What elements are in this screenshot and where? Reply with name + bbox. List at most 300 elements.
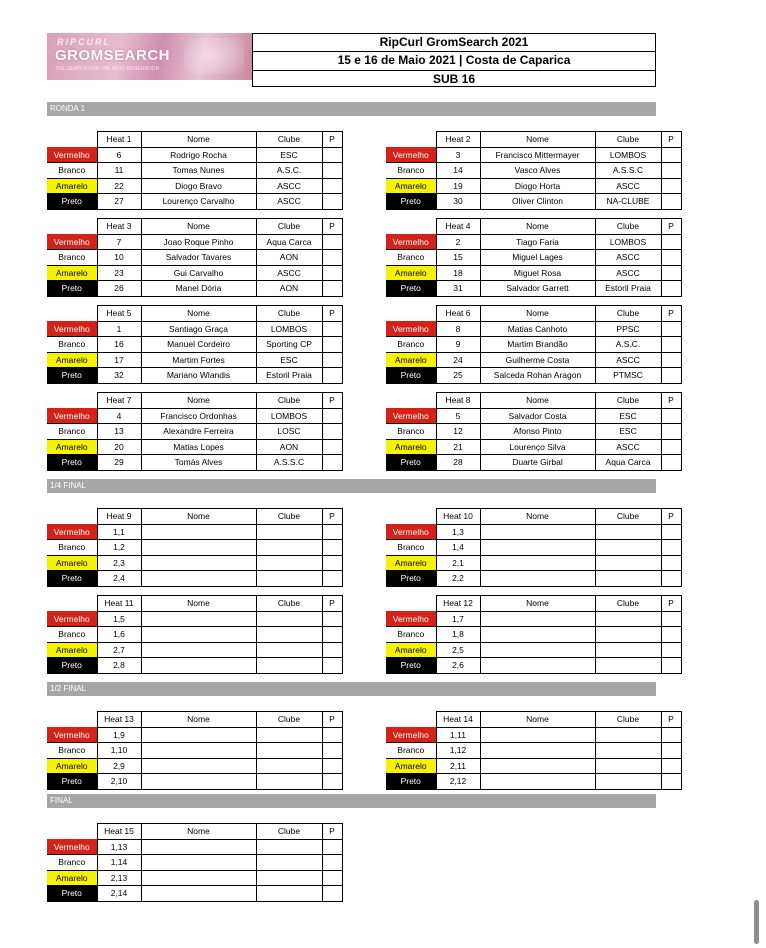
points-cell — [322, 368, 342, 384]
points-cell — [322, 265, 342, 281]
heat-header-row — [386, 509, 681, 525]
points-cell — [322, 163, 342, 179]
jersey-color: Preto — [47, 455, 97, 471]
club-cell: AON — [256, 439, 322, 455]
seed-cell: 15 — [436, 250, 480, 266]
surfer-name-cell: Salceda Rohan Aragon — [480, 368, 595, 384]
points-cell — [661, 281, 681, 297]
seed-cell: 27 — [97, 194, 141, 210]
jersey-color: Preto — [386, 455, 436, 471]
club-cell: PPSC — [595, 321, 661, 337]
vertical-scrollbar[interactable] — [754, 900, 759, 944]
jersey-color: Vermelho — [386, 727, 436, 743]
surfer-name-cell: Afonso Pinto — [480, 424, 595, 440]
surfer-name-cell: Duarte Girbal — [480, 455, 595, 471]
header-spacer — [47, 306, 97, 322]
club-cell: ASCC — [595, 178, 661, 194]
seed-cell: 1,4 — [436, 540, 480, 556]
table-row — [386, 352, 681, 368]
seed-cell: 3 — [436, 147, 480, 163]
seed-cell: 21 — [436, 439, 480, 455]
heat-label: Heat 1 — [97, 132, 141, 148]
points-cell — [322, 886, 342, 902]
jersey-color: Amarelo — [47, 178, 97, 194]
surfer-name-cell — [141, 555, 256, 571]
heat-table — [47, 711, 343, 790]
column-header-nome: Nome — [480, 306, 595, 322]
section-header: 1/2 FINAL — [47, 682, 656, 696]
club-cell: A.S.C. — [256, 163, 322, 179]
heat-table — [386, 508, 682, 587]
heat-label: Heat 5 — [97, 306, 141, 322]
heat-header-row — [386, 219, 681, 235]
surfer-name-cell: Vasco Alves — [480, 163, 595, 179]
surfer-name-cell — [480, 611, 595, 627]
jersey-color: Preto — [47, 194, 97, 210]
points-cell — [661, 743, 681, 759]
jersey-color: Branco — [386, 250, 436, 266]
surfer-name-cell: Tomás Alves — [141, 455, 256, 471]
surfer-name-cell — [480, 743, 595, 759]
seed-cell: 2,13 — [97, 870, 141, 886]
club-cell — [256, 774, 322, 790]
table-row — [386, 727, 681, 743]
club-cell: Estoril Praia — [256, 368, 322, 384]
jersey-color: Branco — [386, 163, 436, 179]
points-cell — [322, 408, 342, 424]
points-cell — [322, 439, 342, 455]
heat-table — [47, 131, 343, 210]
table-row — [386, 642, 681, 658]
jersey-color: Amarelo — [47, 870, 97, 886]
surfer-name-cell: Salvador Garrett — [480, 281, 595, 297]
header-spacer — [386, 219, 436, 235]
surfer-name-cell: Rodrigo Rocha — [141, 147, 256, 163]
jersey-color: Amarelo — [47, 758, 97, 774]
table-row — [386, 178, 681, 194]
club-cell: ASCC — [256, 194, 322, 210]
club-cell — [595, 524, 661, 540]
jersey-color: Preto — [386, 368, 436, 384]
surfer-name-cell — [141, 774, 256, 790]
heat-label: Heat 7 — [97, 393, 141, 409]
points-cell — [661, 250, 681, 266]
surfer-name-cell — [141, 571, 256, 587]
points-cell — [322, 870, 342, 886]
surfer-name-cell — [141, 839, 256, 855]
jersey-color: Amarelo — [386, 178, 436, 194]
club-cell — [595, 571, 661, 587]
table-row — [47, 352, 342, 368]
seed-cell: 2,1 — [436, 555, 480, 571]
heat-table — [386, 305, 682, 384]
jersey-color: Branco — [47, 424, 97, 440]
club-cell — [256, 524, 322, 540]
heat-table — [386, 711, 682, 790]
jersey-color: Vermelho — [47, 234, 97, 250]
points-cell — [661, 163, 681, 179]
seed-cell: 1,14 — [97, 855, 141, 871]
event-title-box — [252, 33, 656, 87]
heat-header-row — [47, 306, 342, 322]
table-row — [386, 163, 681, 179]
column-header-nome: Nome — [141, 824, 256, 840]
surfer-name-cell: Guilherme Costa — [480, 352, 595, 368]
surfer-name-cell — [141, 540, 256, 556]
seed-cell: 2,3 — [97, 555, 141, 571]
club-cell — [256, 627, 322, 643]
club-cell — [595, 727, 661, 743]
table-row — [47, 178, 342, 194]
seed-cell: 2,11 — [436, 758, 480, 774]
club-cell: NA-CLUBE — [595, 194, 661, 210]
column-header-p: P — [322, 393, 342, 409]
seed-cell: 1,1 — [97, 524, 141, 540]
column-header-nome: Nome — [141, 596, 256, 612]
heat-label: Heat 9 — [97, 509, 141, 525]
points-cell — [322, 281, 342, 297]
header-spacer — [386, 712, 436, 728]
points-cell — [661, 368, 681, 384]
table-row — [386, 408, 681, 424]
club-cell: PTMSC — [595, 368, 661, 384]
surfer-name-cell — [480, 774, 595, 790]
surfer-name-cell — [141, 743, 256, 759]
club-cell: LOMBOS — [595, 234, 661, 250]
club-cell — [595, 758, 661, 774]
points-cell — [661, 424, 681, 440]
surfer-name-cell — [480, 571, 595, 587]
club-cell: ASCC — [595, 250, 661, 266]
column-header-clube: Clube — [256, 596, 322, 612]
club-cell — [256, 743, 322, 759]
seed-cell: 2,7 — [97, 642, 141, 658]
surfer-name-cell: Santiago Graça — [141, 321, 256, 337]
jersey-color: Preto — [386, 281, 436, 297]
surfer-name-cell: Manel Dória — [141, 281, 256, 297]
jersey-color: Preto — [47, 658, 97, 674]
seed-cell: 20 — [97, 439, 141, 455]
table-row — [386, 571, 681, 587]
table-row — [386, 524, 681, 540]
points-cell — [322, 774, 342, 790]
surfer-name-cell — [480, 658, 595, 674]
jersey-color: Preto — [386, 194, 436, 210]
points-cell — [322, 194, 342, 210]
jersey-color: Vermelho — [386, 234, 436, 250]
header-spacer — [386, 509, 436, 525]
points-cell — [322, 743, 342, 759]
surfer-name-cell: Manuel Cordeiro — [141, 337, 256, 353]
points-cell — [322, 147, 342, 163]
heat-header-row — [47, 132, 342, 148]
header-spacer — [386, 306, 436, 322]
column-header-p: P — [661, 596, 681, 612]
section-header: 1/4 FINAL — [47, 479, 656, 493]
heat-header-row — [47, 596, 342, 612]
seed-cell: 24 — [436, 352, 480, 368]
surfer-name-cell — [141, 855, 256, 871]
surfer-name-cell: Martim Brandão — [480, 337, 595, 353]
seed-cell: 32 — [97, 368, 141, 384]
club-cell — [256, 642, 322, 658]
seed-cell: 1,7 — [436, 611, 480, 627]
surfer-name-cell: Oliver Clinton — [480, 194, 595, 210]
event-title: RipCurl GromSearch 2021 — [253, 34, 655, 52]
table-row — [386, 147, 681, 163]
surfer-name-cell: Matias Lopes — [141, 439, 256, 455]
seed-cell: 2,12 — [436, 774, 480, 790]
points-cell — [322, 758, 342, 774]
column-header-clube: Clube — [256, 219, 322, 235]
seed-cell: 25 — [436, 368, 480, 384]
club-cell: Estoril Praia — [595, 281, 661, 297]
column-header-clube: Clube — [256, 306, 322, 322]
table-row — [47, 455, 342, 471]
column-header-nome: Nome — [141, 712, 256, 728]
points-cell — [322, 571, 342, 587]
surfer-name-cell: Miguel Rosa — [480, 265, 595, 281]
jersey-color: Vermelho — [386, 321, 436, 337]
jersey-color: Vermelho — [47, 524, 97, 540]
column-header-nome: Nome — [141, 393, 256, 409]
table-row — [47, 555, 342, 571]
points-cell — [661, 265, 681, 281]
points-cell — [661, 439, 681, 455]
table-row — [386, 424, 681, 440]
heat-label: Heat 2 — [436, 132, 480, 148]
heat-table — [47, 218, 343, 297]
seed-cell: 1,13 — [97, 839, 141, 855]
table-row — [47, 147, 342, 163]
column-header-p: P — [322, 132, 342, 148]
header-spacer — [47, 393, 97, 409]
surfer-name-cell — [480, 555, 595, 571]
heat-header-row — [47, 393, 342, 409]
table-row — [47, 839, 342, 855]
points-cell — [322, 178, 342, 194]
jersey-color: Amarelo — [386, 439, 436, 455]
points-cell — [322, 642, 342, 658]
column-header-nome: Nome — [141, 306, 256, 322]
column-header-clube: Clube — [595, 393, 661, 409]
jersey-color: Vermelho — [386, 408, 436, 424]
jersey-color: Amarelo — [47, 352, 97, 368]
club-cell: ASCC — [256, 265, 322, 281]
column-header-clube: Clube — [595, 712, 661, 728]
seed-cell: 16 — [97, 337, 141, 353]
column-header-clube: Clube — [595, 132, 661, 148]
club-cell — [595, 774, 661, 790]
seed-cell: 2,6 — [436, 658, 480, 674]
seed-cell: 11 — [97, 163, 141, 179]
table-row — [386, 439, 681, 455]
points-cell — [661, 408, 681, 424]
jersey-color: Vermelho — [386, 611, 436, 627]
column-header-clube: Clube — [256, 824, 322, 840]
jersey-color: Vermelho — [47, 321, 97, 337]
seed-cell: 13 — [97, 424, 141, 440]
column-header-p: P — [322, 509, 342, 525]
club-cell — [256, 870, 322, 886]
points-cell — [661, 147, 681, 163]
points-cell — [661, 234, 681, 250]
surfer-name-cell: Alexandre Ferreira — [141, 424, 256, 440]
heat-table — [47, 392, 343, 471]
seed-cell: 23 — [97, 265, 141, 281]
jersey-color: Preto — [47, 281, 97, 297]
table-row — [386, 368, 681, 384]
points-cell — [661, 524, 681, 540]
heat-header-row — [47, 712, 342, 728]
club-cell: AON — [256, 250, 322, 266]
surfer-name-cell: Diogo Bravo — [141, 178, 256, 194]
surfer-name-cell: Mariano Wlandis — [141, 368, 256, 384]
points-cell — [322, 455, 342, 471]
points-cell — [661, 352, 681, 368]
jersey-color: Branco — [386, 627, 436, 643]
club-cell: Aqua Carca — [595, 455, 661, 471]
points-cell — [661, 774, 681, 790]
surfer-name-cell — [480, 627, 595, 643]
column-header-clube: Clube — [595, 306, 661, 322]
heat-label: Heat 12 — [436, 596, 480, 612]
points-cell — [322, 839, 342, 855]
column-header-nome: Nome — [480, 509, 595, 525]
column-header-nome: Nome — [141, 509, 256, 525]
heat-header-row — [47, 219, 342, 235]
jersey-color: Vermelho — [47, 839, 97, 855]
table-row — [386, 250, 681, 266]
surfer-name-cell: Martim Fortes — [141, 352, 256, 368]
seed-cell: 10 — [97, 250, 141, 266]
column-header-p: P — [661, 712, 681, 728]
jersey-color: Preto — [386, 774, 436, 790]
column-header-p: P — [322, 824, 342, 840]
jersey-color: Amarelo — [386, 352, 436, 368]
gromsearch-logo — [47, 33, 252, 80]
table-row — [386, 774, 681, 790]
points-cell — [322, 658, 342, 674]
seed-cell: 18 — [436, 265, 480, 281]
column-header-clube: Clube — [256, 393, 322, 409]
club-cell: ASCC — [256, 178, 322, 194]
club-cell — [256, 555, 322, 571]
points-cell — [322, 352, 342, 368]
seed-cell: 19 — [436, 178, 480, 194]
club-cell: ESC — [256, 147, 322, 163]
column-header-nome: Nome — [480, 596, 595, 612]
surfer-name-cell — [480, 540, 595, 556]
header-spacer — [47, 824, 97, 840]
table-row — [47, 571, 342, 587]
points-cell — [322, 234, 342, 250]
heat-label: Heat 8 — [436, 393, 480, 409]
table-row — [47, 424, 342, 440]
heat-label: Heat 10 — [436, 509, 480, 525]
points-cell — [322, 627, 342, 643]
jersey-color: Amarelo — [47, 555, 97, 571]
table-row — [386, 455, 681, 471]
points-cell — [322, 855, 342, 871]
column-header-clube: Clube — [256, 712, 322, 728]
club-cell — [256, 855, 322, 871]
heat-label: Heat 15 — [97, 824, 141, 840]
jersey-color: Vermelho — [47, 147, 97, 163]
heat-header-row — [386, 596, 681, 612]
column-header-nome: Nome — [480, 393, 595, 409]
club-cell — [256, 571, 322, 587]
table-row — [47, 439, 342, 455]
seed-cell: 1,12 — [436, 743, 480, 759]
column-header-nome: Nome — [141, 132, 256, 148]
jersey-color: Vermelho — [47, 727, 97, 743]
seed-cell: 31 — [436, 281, 480, 297]
table-row — [47, 758, 342, 774]
logo-tagline: THE SEARCH FOR THE NEXT GENERATION — [55, 66, 160, 72]
column-header-p: P — [661, 509, 681, 525]
jersey-color: Amarelo — [386, 555, 436, 571]
jersey-color: Branco — [47, 743, 97, 759]
table-row — [386, 758, 681, 774]
jersey-color: Preto — [47, 774, 97, 790]
club-cell — [256, 886, 322, 902]
seed-cell: 2,14 — [97, 886, 141, 902]
logo-wordmark: GROMSEARCH — [55, 47, 171, 64]
points-cell — [661, 727, 681, 743]
seed-cell: 2,2 — [436, 571, 480, 587]
header-spacer — [386, 596, 436, 612]
heat-table — [47, 305, 343, 384]
surfer-name-cell — [480, 524, 595, 540]
seed-cell: 2,10 — [97, 774, 141, 790]
points-cell — [322, 424, 342, 440]
surfer-name-cell — [480, 642, 595, 658]
table-row — [47, 524, 342, 540]
points-cell — [661, 321, 681, 337]
jersey-color: Branco — [47, 540, 97, 556]
table-row — [47, 368, 342, 384]
column-header-clube: Clube — [256, 132, 322, 148]
club-cell: Aqua Carca — [256, 234, 322, 250]
surfer-name-cell: Tiago Faria — [480, 234, 595, 250]
table-row — [386, 540, 681, 556]
points-cell — [322, 250, 342, 266]
surfer-name-cell: Matias Canhoto — [480, 321, 595, 337]
table-row — [47, 321, 342, 337]
jersey-color: Amarelo — [47, 265, 97, 281]
points-cell — [661, 178, 681, 194]
surfer-name-cell — [141, 870, 256, 886]
table-row — [47, 265, 342, 281]
jersey-color: Preto — [386, 571, 436, 587]
table-row — [47, 540, 342, 556]
club-cell: ESC — [595, 408, 661, 424]
table-row — [386, 627, 681, 643]
jersey-color: Preto — [386, 658, 436, 674]
jersey-color: Branco — [386, 337, 436, 353]
column-header-clube: Clube — [256, 509, 322, 525]
surfer-name-cell: Salvador Tavares — [141, 250, 256, 266]
surfer-name-cell: Francisco Mittermayer — [480, 147, 595, 163]
club-cell — [595, 611, 661, 627]
column-header-p: P — [322, 306, 342, 322]
surfer-name-cell: Lourenço Silva — [480, 439, 595, 455]
surfer-name-cell — [141, 758, 256, 774]
table-row — [47, 870, 342, 886]
table-row — [386, 234, 681, 250]
jersey-color: Amarelo — [386, 642, 436, 658]
